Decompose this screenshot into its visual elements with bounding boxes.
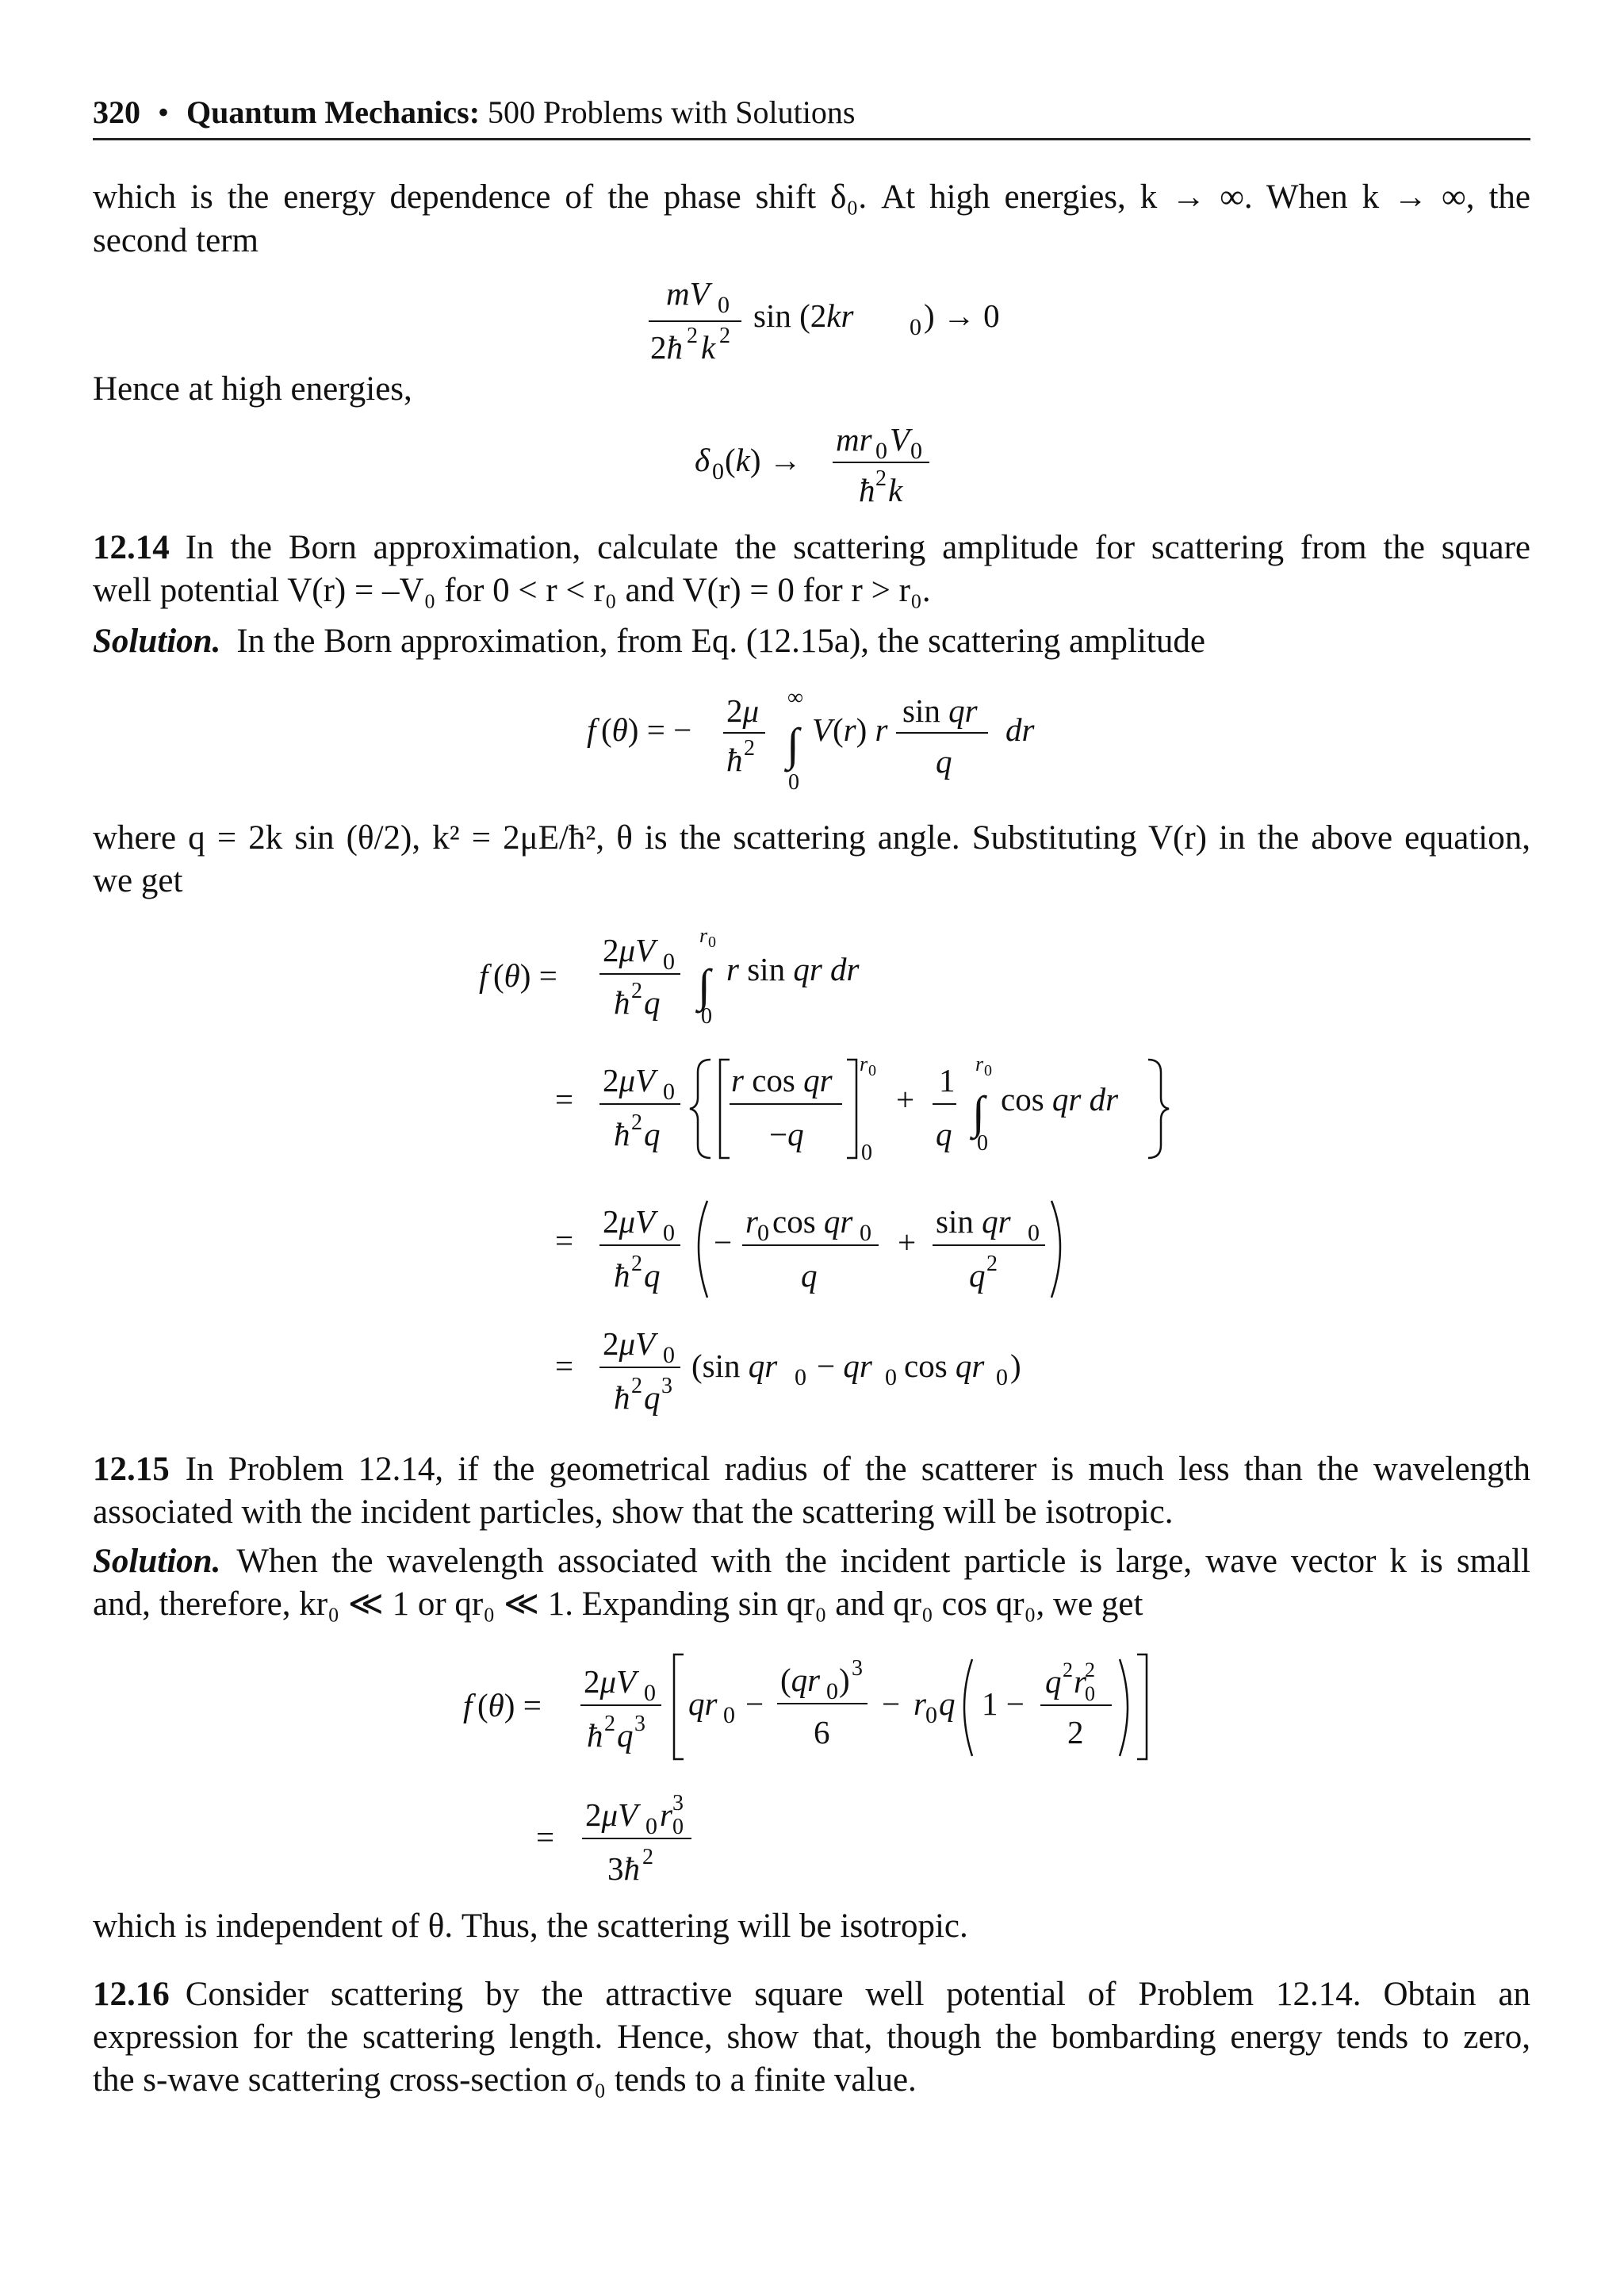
svg-text:cos qr: cos qr [904,1348,985,1384]
svg-text:cos qr: cos qr [772,1203,853,1240]
svg-text:r: r [745,1203,758,1240]
svg-text:ħ: ħ [614,1257,630,1294]
svg-text:2μ: 2μ [726,692,760,729]
svg-text:0: 0 [826,1678,838,1704]
svg-text:2: 2 [875,466,887,491]
svg-text:1: 1 [939,1062,956,1098]
svg-text:(qr: (qr [780,1662,821,1698]
svg-text:ħ: ħ [587,1717,603,1754]
svg-text:3ħ: 3ħ [607,1850,640,1887]
svg-text:0: 0 [712,458,724,485]
svg-text:ħ: ħ [859,472,875,508]
solution-label-12-14: Solution. [93,623,221,660]
svg-text:cos qr dr: cos qr dr [1001,1081,1119,1118]
svg-text:2: 2 [687,324,698,348]
svg-text:6: 6 [814,1714,830,1750]
svg-text:3: 3 [852,1656,863,1681]
svg-text:q: q [644,984,661,1021]
svg-text:2ħ: 2ħ [650,329,683,366]
svg-text:=: = [555,1348,574,1384]
svg-text:=: = [555,1081,574,1118]
header-bullet: • [158,94,170,130]
problem-12-14-text-1: In the Born approximation, calculate the scattering amplitude for scattering from the square [185,529,1530,566]
svg-text:2μV: 2μV [585,1796,638,1833]
svg-text:0: 0 [701,1004,712,1029]
svg-text:+: + [898,1224,917,1260]
svg-text:+: + [896,1081,915,1118]
svg-text:0: 0 [996,1364,1008,1390]
svg-text:0: 0 [885,1364,897,1390]
book-title: Quantum Mechanics: [186,94,481,130]
svg-text:3: 3 [634,1712,645,1736]
svg-text:mr: mr [836,421,872,458]
problem-number-12-15: 12.15 [93,1451,170,1488]
svg-text:) → 0: ) → 0 [924,297,1000,334]
svg-text:0: 0 [663,1079,675,1105]
svg-text:0: 0 [1085,1682,1095,1705]
intro-line-1: which is the energy dependence of the phase shift δ₀. At high energies, k → ∞. When k → ∞, the [93,178,1530,216]
svg-text:2μV: 2μV [603,1203,656,1240]
conclusion-12-15: which is independent of θ. Thus, the scattering will be isotropic. [93,1907,968,1945]
problem-12-14-line-2: well potential V(r) = –V₀ for 0 < r < r₀ and V(r) = 0 for r > r₀. [93,572,931,609]
svg-text:0: 0 [861,1141,872,1165]
svg-text:q: q [617,1717,634,1754]
svg-text:ħ: ħ [614,1116,630,1152]
svg-text:q: q [969,1257,986,1294]
svg-text:(r) r: (r) r [833,711,888,748]
svg-text:∫: ∫ [972,1087,985,1138]
svg-text:∫: ∫ [698,960,710,1011]
svg-text:0: 0 [645,1813,657,1839]
svg-text:0: 0 [672,1815,684,1839]
svg-text:mV: mV [666,275,710,312]
svg-text:dr: dr [1005,711,1035,748]
svg-text:k: k [888,472,903,508]
svg-text:r: r [1074,1663,1086,1700]
svg-text:2: 2 [604,1712,615,1736]
page-number: 320 [93,94,140,130]
problem-12-16-line-2: expression for the scattering length. Hence, show that, though the bombarding energy tends to zero, [93,2019,1530,2056]
svg-text:0: 0 [723,1702,735,1728]
svg-text:r: r [975,1052,984,1075]
svg-text:2: 2 [631,1252,642,1276]
svg-text:ħ: ħ [726,742,743,778]
svg-text:−: − [882,1685,901,1722]
svg-text:0: 0 [757,1220,769,1246]
svg-text:2: 2 [744,736,755,761]
svg-text:q: q [644,1116,661,1152]
svg-text:(sin qr: (sin qr [691,1348,778,1384]
svg-text:sin (2kr: sin (2kr [753,297,854,334]
svg-text:q: q [644,1379,661,1416]
svg-text:0: 0 [663,1342,675,1368]
svg-text:−: − [714,1224,733,1260]
svg-text:2: 2 [642,1845,653,1869]
problem-number-12-14: 12.14 [93,529,170,566]
svg-text:(θ) =: (θ) = [493,957,557,994]
svg-text:V: V [812,711,833,748]
svg-text:0: 0 [925,1702,937,1728]
svg-text:k: k [701,329,716,366]
problem-12-16-line-3: the s-wave scattering cross-section σ₀ tends to a finite value. [93,2061,917,2099]
svg-text:0: 0 [788,770,799,795]
svg-text:=: = [555,1222,574,1259]
svg-text:0: 0 [977,1131,988,1156]
svg-text:=: = [536,1819,555,1855]
svg-text:− qr: − qr [817,1348,872,1384]
svg-text:q: q [939,1685,956,1722]
svg-text:r: r [914,1685,926,1722]
expansion-step-2 [536,1791,691,1887]
svg-text:): ) [1010,1348,1021,1384]
svg-text:0: 0 [1028,1220,1040,1246]
svg-text:2: 2 [1067,1714,1084,1750]
svg-text:q: q [1045,1663,1062,1700]
svg-text:0: 0 [644,1680,656,1706]
svg-text:0: 0 [875,438,887,464]
svg-text:0: 0 [984,1062,992,1079]
svg-text:(k) →: (k) → [725,442,802,478]
svg-text:q: q [801,1257,818,1294]
svg-text:δ: δ [695,442,710,478]
svg-text:0: 0 [663,1220,675,1246]
svg-text:(θ) =: (θ) = [477,1687,542,1723]
solution-12-14-text: In the Born approximation, from Eq. (12.15a), the scattering amplitude [236,623,1205,660]
svg-text:0: 0 [708,934,716,951]
book-subtitle: 500 Problems with Solutions [488,94,856,130]
expansion-step-1 [463,1654,1147,1759]
svg-text:sin qr: sin qr [936,1203,1011,1240]
problem-12-15-line-2: associated with the incident particles, show that the scattering will be isotropic. [93,1493,1174,1531]
svg-text:): ) [839,1662,850,1698]
svg-text:q: q [936,1116,952,1152]
intro-line-2: second term [93,222,259,259]
svg-text:0: 0 [910,314,921,340]
svg-text:f: f [463,1687,473,1723]
where-line-1: where q = 2k sin (θ/2), k² = 2μE/ħ², θ is the scattering angle. Substituting V(r) in the above equation, [93,819,1530,857]
svg-text:0: 0 [795,1364,806,1390]
svg-text:0: 0 [860,1220,871,1246]
svg-text:(θ) = −: (θ) = − [601,711,692,748]
svg-text:qr: qr [688,1685,718,1722]
solution-12-15-line-2: and, therefore, kr₀ ≪ 1 or qr₀ ≪ 1. Expanding sin qr₀ and qr₀ cos qr₀, we get [93,1585,1143,1623]
problem-number-12-16: 12.16 [93,1976,170,2013]
svg-text:ħ: ħ [614,984,630,1021]
svg-text:0: 0 [910,438,922,464]
svg-text:q: q [644,1257,661,1294]
svg-text:∞: ∞ [787,685,803,710]
hence-line: Hence at high energies, [93,370,412,408]
svg-text:r cos qr: r cos qr [731,1062,833,1098]
svg-text:2: 2 [1063,1658,1073,1681]
svg-text:2: 2 [631,979,642,1003]
solution-12-15-text-1: When the wavelength associated with the incident particle is large, wave vector k is small [236,1543,1530,1580]
svg-text:q: q [936,743,952,780]
svg-text:∫: ∫ [787,719,799,770]
svg-text:3: 3 [672,1791,684,1815]
svg-text:−: − [745,1685,764,1722]
problem-12-16-text-1: Consider scattering by the attractive square well potential of Problem 12.14. Obtain an [185,1976,1530,2013]
svg-text:V: V [890,421,910,458]
svg-text:r: r [860,1052,868,1075]
svg-text:2: 2 [986,1252,998,1276]
problem-12-15-text-1: In Problem 12.14, if the geometrical radius of the scatterer is much less than the wavelength [185,1451,1530,1488]
solution-label-12-15: Solution. [93,1543,221,1580]
svg-text:r sin qr dr: r sin qr dr [726,951,860,987]
where-line-2: we get [93,862,183,899]
svg-text:sin qr: sin qr [902,692,978,729]
svg-text:2μV: 2μV [603,932,656,968]
svg-text:3: 3 [661,1374,672,1398]
svg-text:r: r [699,924,708,947]
svg-text:2: 2 [1085,1658,1095,1681]
svg-text:f: f [587,711,596,748]
svg-text:2μV: 2μV [603,1062,656,1098]
svg-text:r: r [660,1796,672,1833]
svg-text:f: f [479,957,488,994]
svg-text:2μV: 2μV [584,1663,637,1700]
svg-text:2: 2 [631,1374,642,1398]
svg-text:1 −: 1 − [982,1685,1025,1722]
svg-text:2: 2 [631,1110,642,1135]
svg-text:0: 0 [718,292,730,318]
svg-text:ħ: ħ [614,1379,630,1416]
svg-text:−q: −q [769,1116,804,1152]
svg-text:0: 0 [663,949,675,975]
svg-text:2: 2 [719,324,730,348]
svg-text:2μV: 2μV [603,1325,656,1362]
svg-text:0: 0 [868,1062,876,1079]
